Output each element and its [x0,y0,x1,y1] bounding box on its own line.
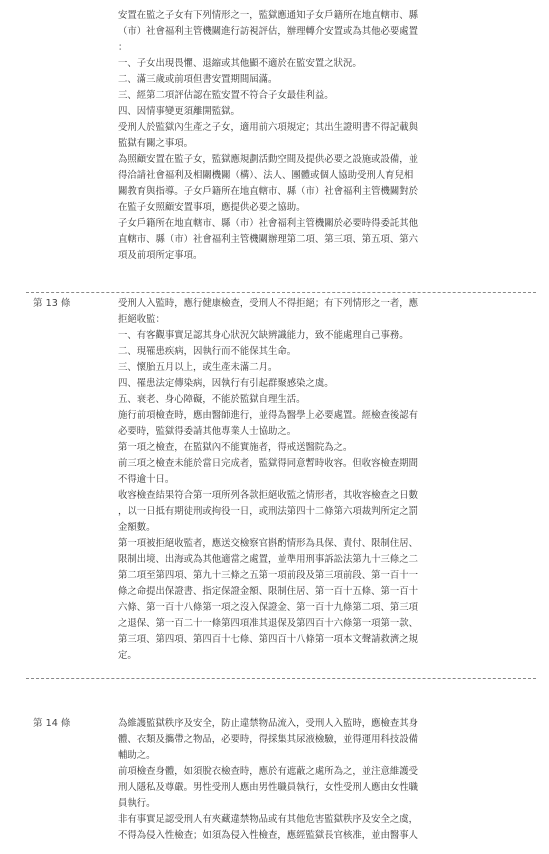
article-divider [26,678,536,679]
text-line: 受刑人入監時，應行健康檢查，受刑人不得拒絕；有下列情形之一者，應 [118,298,419,309]
text-line: 直轄市、縣（市）社會福利主管機關辦理第二項、第三項、第五項、第六 [118,234,419,245]
text-line: 定。 [118,650,137,661]
text-line: 限制出境、出海或為其他適當之處置，並準用刑事訴訟法第九十三條之二 [118,554,419,565]
text-line: 一、子女出現畏懼、退縮或其他顯不適於在監安置之狀況。 [118,58,362,69]
text-line: 第一項之檢查，在監獄內不能實施者，得戒送醫院為之。 [118,442,353,453]
text-line: 二、滿三歲或前項但書安置期間屆滿。 [118,74,278,85]
article-14-text [118,716,538,844]
text-line: 必要時，監獄得委請其他專業人士協助之。 [118,426,297,437]
text-line: ： [118,42,128,53]
article-14-label: 第 14 條 [33,718,71,729]
text-line: 前項檢查身體，如須脫衣檢查時，應於有遮蔽之處所為之，並注意維護受 [118,766,419,777]
text-line: 四、罹患法定傳染病，因執行有引起群聚感染之虞。 [118,378,334,389]
text-line: 拒絕收監： [118,314,165,325]
text-line: 監獄有關之事項。 [118,138,194,149]
text-line: 體、衣類及攜帶之物品，必要時，得採集其尿液檢驗，並得運用科技設備 [118,734,419,745]
text-line: 條之命提出保證書、指定保證金額、限制住居、第一百十五條、第一百十 [118,586,419,597]
text-line: 非有事實足認受刑人有夾藏違禁物品或有其他危害監獄秩序及安全之虞， [118,814,419,825]
text-line: ，以一日抵有期徒刑或拘役一日，或刑法第四十二條第六項裁判所定之罰 [118,506,419,517]
text-line: 金額數。 [118,522,156,533]
text-line: 收容檢查結果符合第一項所列各款拒絕收監之情形者，其收容檢查之日數 [118,490,419,501]
text-line: 第三項、第四項、第四百十七條、第四百十八條第一項本文聲請救濟之規 [118,634,419,645]
text-line: 第二項至第四項、第九十三條之五第一項前段及第三項前段、第一百十一 [118,570,419,581]
text-line: 三、懷胎五月以上，或生產未滿二月。 [118,362,278,373]
text-line: 為維護監獄秩序及安全，防止違禁物品流入，受刑人入監時，應檢查其身 [118,718,419,729]
text-line: 在監子女照顧安置事項，應提供必要之協助。 [118,202,306,213]
text-line: 關教育與指導。子女戶籍所在地直轄市、縣（市）社會福利主管機關對於 [118,186,419,197]
text-line: 刑人隱私及尊嚴。男性受刑人應由男性職員執行，女性受刑人應由女性職 [118,782,419,793]
text-line: 輔助之。 [118,750,156,761]
article-13-text [118,296,538,664]
text-line: （市）社會福利主管機關進行訪視評估，辦理轉介安置或為其他必要處置 [118,26,419,37]
text-line: 子女戶籍所在地直轄市、縣（市）社會福利主管機關於必要時得委託其他 [118,218,419,229]
text-line: 受刑人於監獄內生產之子女，適用前六項規定；其出生證明書不得記載與 [118,122,419,133]
text-line: 項及前項所定事項。 [118,250,203,261]
text-line: 三、經第二項評估認在監安置不符合子女最佳利益。 [118,90,334,101]
text-line: 安置在監之子女有下列情形之一，監獄應通知子女戶籍所在地直轄市、縣 [118,10,419,21]
text-line: 二、現罹患疾病，因執行而不能保其生命。 [118,346,297,357]
article-13-label: 第 13 條 [33,298,71,309]
text-line: 一、有客觀事實足認其身心狀況欠缺辨識能力，致不能處理自己事務。 [118,330,409,341]
article-divider [26,292,536,293]
text-line: 六條、第一百十八條第一項之沒入保證金、第一百十九條第二項、第三項 [118,602,419,613]
text-line: 五、衰老、身心障礙，不能於監獄自理生活。 [118,394,306,405]
text-line: 施行前項檢查時，應由醫師進行，並得為醫學上必要處置。經檢查後認有 [118,410,419,421]
text-line: 不得逾十日。 [118,474,175,485]
text-line: 四、因情事變更須離開監獄。 [118,106,240,117]
text-line: 得洽請社會福利及相關機關（構）、法人、團體或個人協助受刑人育兒相 [118,170,414,181]
text-line: 員執行。 [118,798,156,809]
text-line: 為照顧安置在監子女，監獄應規劃活動空間及提供必要之設施或設備，並 [118,154,419,165]
article-12-text [118,8,538,264]
text-line: 前三項之檢查未能於當日完成者，監獄得同意暫時收容。但收容檢查期間 [118,458,419,469]
text-line: 第一項被拒絕收監者，應送交檢察官斟酌情形為具保、責付、限制住居、 [118,538,419,549]
text-line: 之退保、第一百二十一條第四項准其退保及第四百十六條第一項第一款、 [118,618,419,629]
text-line: 不得為侵入性檢查；如須為侵入性檢查，應經監獄長官核准，並由醫事人 [118,830,419,841]
